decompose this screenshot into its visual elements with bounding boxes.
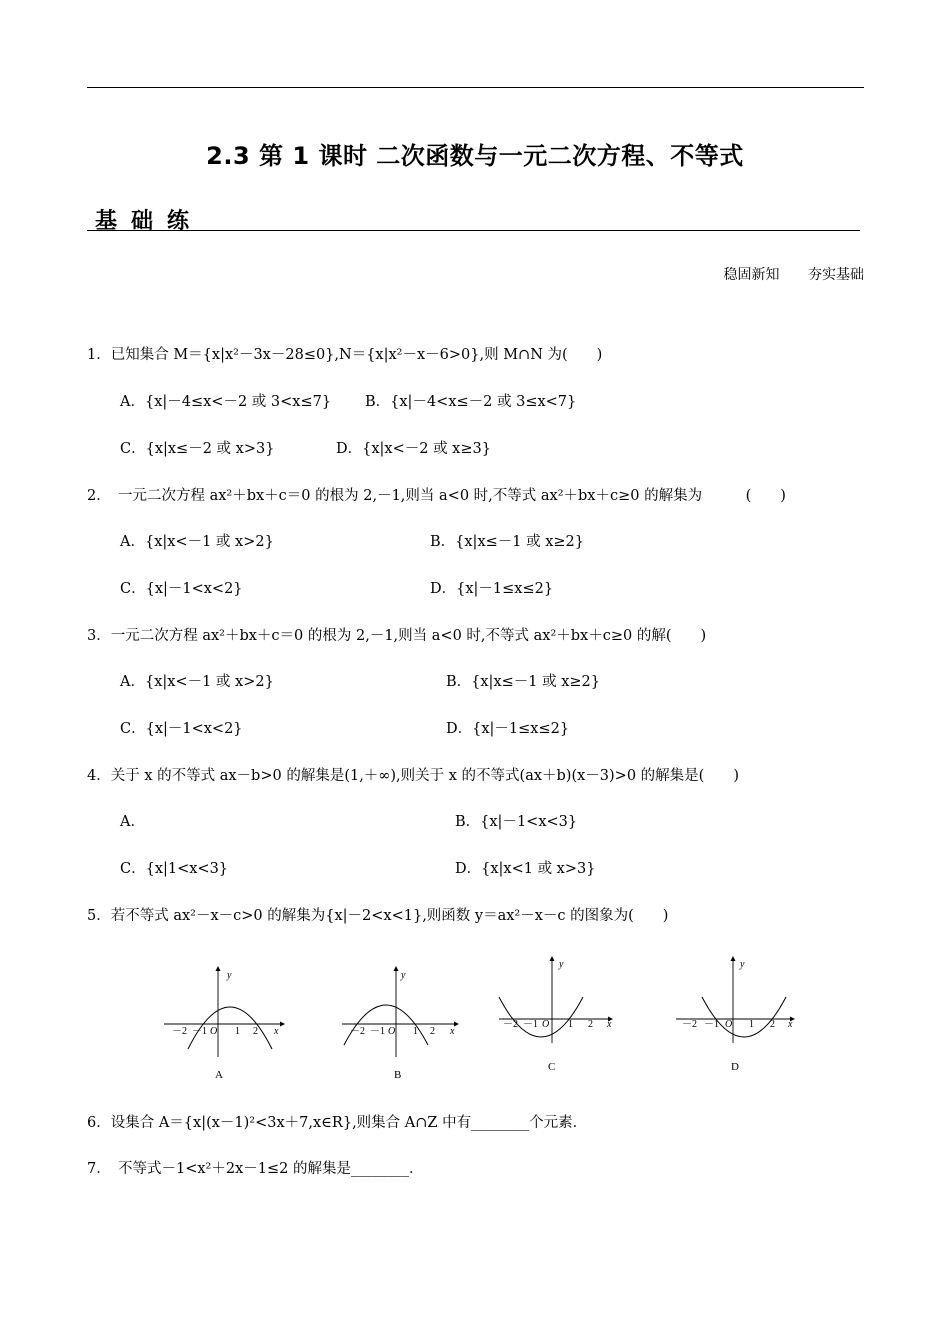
- q1-option-a: A．{x|－4≤x<－2 或 3<x≤7}: [120, 394, 332, 410]
- svg-text:x: x: [450, 1026, 455, 1037]
- q2-option-b: B．{x|x≤－1 或 x≥2}: [430, 534, 584, 550]
- q4-option-d: D．{x|x<1 或 x>3}: [455, 861, 596, 877]
- graph-b: [338, 965, 468, 1060]
- svg-text:1: 1: [749, 1019, 754, 1030]
- q4-option-a: A．: [120, 814, 145, 830]
- graph-a-caption: A: [215, 1069, 223, 1081]
- top-rule: [87, 87, 864, 88]
- page-title: 2.3 第 1 课时 二次函数与一元二次方程、不等式: [206, 142, 744, 170]
- question-7-stem: 7． 不等式－1<x²＋2x－1≤2 的解集是________．: [87, 1161, 424, 1177]
- svg-text:2: 2: [430, 1026, 435, 1037]
- svg-text:O: O: [388, 1026, 396, 1037]
- question-1-stem: 1．已知集合 M＝{x|x²－3x－28≤0},N＝{x|x²－x－6>0},则 M∩N 为( ): [87, 347, 603, 363]
- graph-d-caption: D: [731, 1061, 739, 1073]
- q3-option-b: B．{x|x≤－1 或 x≥2}: [446, 674, 600, 690]
- parabola: [344, 1005, 428, 1045]
- svg-text:－2: －2: [503, 1019, 518, 1030]
- q2-option-a: A．{x|x<－1 或 x>2}: [120, 534, 274, 550]
- svg-text:－1: －1: [523, 1019, 538, 1030]
- svg-text:2: 2: [588, 1019, 593, 1030]
- q2-option-c: C．{x|－1<x<2}: [120, 581, 243, 597]
- svg-text:y: y: [740, 959, 745, 970]
- motto: 稳固新知 夯实基础: [723, 267, 864, 283]
- svg-text:－1: －1: [704, 1019, 719, 1030]
- graph-a: [160, 965, 290, 1060]
- graph-c-caption: C: [548, 1061, 556, 1073]
- question-6-stem: 6．设集合 A＝{x|(x－1)²<3x＋7,x∈R},则集合 A∩Z 中有________个元素．: [87, 1115, 588, 1131]
- svg-text:1: 1: [568, 1019, 573, 1030]
- parabola: [702, 997, 786, 1037]
- q4-option-c: C．{x|1<x<3}: [120, 861, 229, 877]
- q1-option-d: D．{x|x<－2 或 x≥3}: [336, 441, 491, 457]
- q2-option-d: D．{x|－1≤x≤2}: [430, 581, 554, 597]
- parabola: [188, 1007, 272, 1049]
- graph-d: [674, 945, 804, 1045]
- svg-text:O: O: [725, 1019, 733, 1030]
- q4-option-b: B．{x|－1<x<3}: [455, 814, 578, 830]
- q3-option-a: A．{x|x<－1 或 x>2}: [120, 674, 274, 690]
- svg-text:y: y: [559, 959, 564, 970]
- svg-text:x: x: [788, 1019, 793, 1030]
- svg-text:x: x: [274, 1026, 279, 1037]
- svg-text:－2: －2: [682, 1019, 697, 1030]
- graph-c: [497, 945, 622, 1045]
- svg-text:y: y: [227, 970, 232, 981]
- svg-text:1: 1: [235, 1026, 240, 1037]
- question-4-stem: 4．关于 x 的不等式 ax－b>0 的解集是(1,＋∞),则关于 x 的不等式(ax＋b)(x－3)>0 的解集是( ): [87, 768, 739, 784]
- q3-option-c: C．{x|－1<x<2}: [120, 721, 243, 737]
- section-rule: [87, 230, 860, 231]
- question-3-stem: 3．一元二次方程 ax²＋bx＋c＝0 的根为 2,－1,则当 a<0 时,不等式 ax²＋bx＋c≥0 的解( ): [87, 628, 707, 644]
- svg-text:－2: －2: [350, 1026, 365, 1037]
- question-5-stem: 5．若不等式 ax²－x－c>0 的解集为{x|－2<x<1},则函数 y＝ax²－x－c 的图象为( ): [87, 908, 669, 924]
- question-2-stem: 2． 一元二次方程 ax²＋bx＋c＝0 的根为 2,－1,则当 a<0 时,不等式 ax²＋bx＋c≥0 的解集为 ( ): [87, 488, 786, 504]
- svg-text:y: y: [401, 970, 406, 981]
- svg-text:x: x: [607, 1019, 612, 1030]
- q1-option-b: B．{x|－4<x≤－2 或 3≤x<7}: [365, 394, 577, 410]
- svg-text:1: 1: [413, 1026, 418, 1037]
- section-heading: 基础练: [95, 209, 204, 234]
- svg-text:O: O: [210, 1026, 218, 1037]
- q1-option-c: C．{x|x≤－2 或 x>3}: [120, 441, 275, 457]
- graph-b-caption: B: [394, 1069, 402, 1081]
- svg-text:2: 2: [253, 1026, 258, 1037]
- svg-text:O: O: [542, 1019, 550, 1030]
- parabola: [499, 997, 583, 1037]
- svg-text:2: 2: [770, 1019, 775, 1030]
- svg-text:－1: －1: [370, 1026, 385, 1037]
- q3-option-d: D．{x|－1≤x≤2}: [446, 721, 570, 737]
- svg-text:－2: －2: [172, 1026, 187, 1037]
- svg-text:－1: －1: [192, 1026, 207, 1037]
